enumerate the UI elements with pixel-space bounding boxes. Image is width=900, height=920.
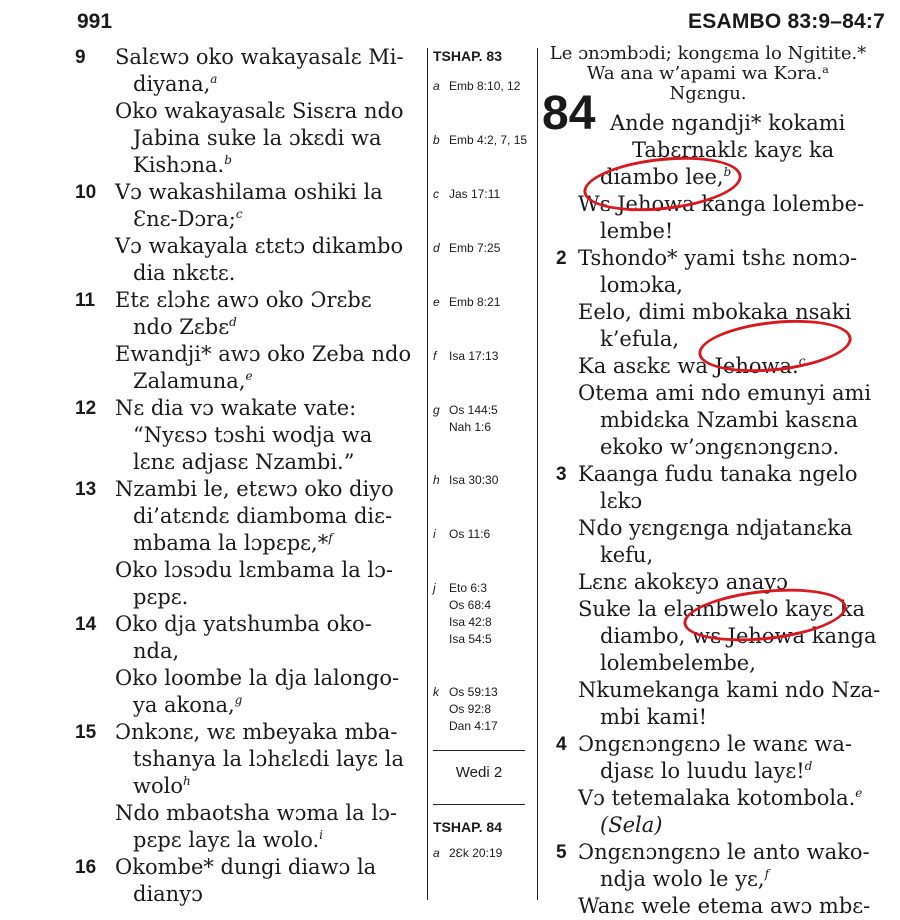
verse-line-text: Ɔnkɔnɛ, wɛ mbeyaka mba-	[115, 720, 398, 744]
verse-line	[75, 719, 420, 746]
verse-line	[548, 731, 893, 758]
verse-line-text: (Sela)	[600, 813, 663, 837]
verse-line	[548, 515, 893, 542]
verse-line-text: lembe!	[600, 219, 674, 243]
verse-line	[75, 530, 420, 557]
verse-9	[75, 44, 420, 179]
running-head: ESAMBO 83:9–84:7	[688, 10, 885, 33]
verse-line	[548, 407, 893, 434]
xref-letter: i	[433, 527, 436, 541]
footnote-marker[interactable]: e	[855, 786, 863, 800]
verse-line	[75, 206, 420, 233]
verse-line	[75, 476, 420, 503]
verse-line-text: Nkumekanga kami ndo Nza-	[578, 678, 881, 702]
verse-line-text: pɛpɛ.	[133, 585, 189, 609]
verse-line-text: Ɔngɛnɔngɛnɔ le wanɛ wa-	[578, 732, 852, 756]
cross-reference-column	[433, 48, 528, 860]
verse-10	[75, 179, 420, 287]
verse-line-text: ndja wolo le yɛ,	[600, 867, 765, 891]
verse-line-text: dia nkɛtɛ.	[133, 261, 236, 285]
verse-line-text: Okombe* dungi diawɔ la	[115, 855, 377, 879]
verse-14	[75, 611, 420, 719]
verse-line	[548, 191, 893, 218]
verse-line-text: lolembelembe,	[600, 651, 756, 675]
verse-line	[75, 449, 420, 476]
verse-line	[75, 125, 420, 152]
xref-entry-j[interactable]	[433, 580, 492, 648]
verse-line	[548, 164, 893, 191]
xref-entry-a[interactable]	[433, 845, 502, 862]
xref-letter: g	[433, 403, 440, 417]
verse-line-text: di’atɛndɛ diamboma diɛ-	[133, 504, 393, 528]
verse-line	[548, 650, 893, 677]
verse-line	[75, 395, 420, 422]
verse-line	[75, 503, 420, 530]
xref-entry-b[interactable]	[433, 132, 527, 149]
verse-line-text: diyana,	[133, 72, 211, 96]
verse-line	[75, 287, 420, 314]
verse-line	[75, 611, 420, 638]
verse-line-text: Ewandji* awɔ oko Zeba ndo	[115, 342, 412, 366]
xref-entry-g[interactable]	[433, 402, 498, 436]
xref-reference: Jas 17:11	[449, 187, 501, 201]
footnote-marker[interactable]: g	[234, 693, 243, 707]
verse-line	[548, 461, 893, 488]
verse-line-text: Vɔ tetemalaka kotombola.	[578, 786, 856, 810]
verse-line-text: mbidɛka Nzambi kasɛna	[600, 408, 858, 432]
verse-line-text: lɛnɛ adjasɛ Nzambi.”	[133, 450, 355, 474]
verse-line-text: Wɛ Jehowa kanga lolembe-	[578, 192, 865, 216]
verse-number: 15	[75, 722, 97, 743]
verse-line	[548, 758, 893, 785]
verse-line-text: Tshondo* yami tshɛ nomɔ-	[578, 246, 858, 270]
xref-reference: Nah 1:6	[449, 420, 492, 434]
psalm-superscription	[548, 44, 868, 104]
verse-line-text: Nzambi le, etɛwɔ oko diyo	[115, 477, 394, 501]
verse-number: 12	[75, 398, 97, 419]
verse-line	[548, 488, 893, 515]
xref-entry-a[interactable]	[433, 78, 520, 95]
xref-reference: Os 144:5	[449, 403, 498, 417]
verse-line	[548, 245, 893, 272]
verse-line	[548, 434, 893, 461]
verse-line-text: ndo Zɛbɛ	[133, 315, 230, 339]
verse-line	[548, 110, 893, 137]
verse-line	[75, 341, 420, 368]
verse-line	[548, 677, 893, 704]
verse-line-text: pɛpɛ layɛ la wolo.	[133, 828, 320, 852]
verse-line-text: tshanya la lɔhɛlɛdi layɛ la	[133, 747, 404, 771]
psalm-84-text	[548, 110, 893, 920]
verse-line	[75, 773, 420, 800]
xref-letter: k	[433, 685, 439, 699]
right-text-column	[542, 43, 893, 920]
verse-line	[75, 638, 420, 665]
verse-line-text: Oko dja yatshumba oko-	[115, 612, 372, 636]
verse-line	[75, 179, 420, 206]
verse-line	[548, 542, 893, 569]
xref-letter: a	[433, 846, 440, 860]
column-rule-right	[537, 48, 538, 900]
footnote-marker[interactable]: e	[245, 369, 253, 383]
footnote-marker[interactable]: a	[210, 72, 218, 86]
verse-line	[75, 692, 420, 719]
xref-letter: c	[433, 187, 439, 201]
verse-line-text: Kishɔna.	[133, 153, 225, 177]
verse-line-text: lomɔka,	[600, 273, 683, 297]
verse-number: 5	[556, 842, 567, 863]
column-rule-left	[427, 48, 428, 900]
xref-entry-c[interactable]	[433, 186, 500, 203]
verse-12	[75, 395, 420, 476]
xref-divider	[433, 804, 525, 805]
verse-number: 11	[75, 290, 96, 311]
verse-line	[548, 866, 893, 893]
verse-line	[548, 299, 893, 326]
verse-line	[548, 812, 893, 839]
xref-reference: Emb 4:2, 7, 15	[449, 133, 528, 147]
verse-line-text: “Nyɛsɔ tɔshi wodja wa	[133, 423, 373, 447]
verse-line-text: Ɛnɛ-Dɔra;	[133, 207, 236, 231]
verse-line-text: Etɛ ɛlɔhɛ awɔ oko Ɔrɛbɛ	[115, 288, 372, 312]
superscription-line: Le ɔnɔmbɔdi; kongɛma lo Ngitite.*	[549, 43, 867, 64]
verse-11	[75, 287, 420, 395]
verse-line	[548, 785, 893, 812]
verse-line-text: kefu,	[600, 543, 654, 567]
verse-line	[548, 839, 893, 866]
verse-line	[75, 827, 420, 854]
verse-line	[75, 233, 420, 260]
footnote-marker[interactable]: d	[229, 315, 237, 329]
verse-line-text: Oko loombe la dja lalongo-	[115, 666, 400, 690]
verse-line-text: Ndo yɛngɛnga ndjatanɛka	[578, 516, 853, 540]
verse-line-text: nda,	[133, 639, 180, 663]
xref-reference: Isa 42:8	[449, 615, 492, 629]
verse-line	[548, 893, 893, 920]
verse-number: 2	[556, 248, 567, 269]
verse-line	[548, 596, 893, 623]
xref-entry-e[interactable]	[433, 294, 500, 311]
xref-letter: f	[433, 349, 437, 363]
verse-line	[75, 800, 420, 827]
verse-number: 3	[556, 464, 567, 485]
xref-reference: 2Ɛk 20:19	[449, 846, 503, 860]
verse-line	[75, 71, 420, 98]
verse-13	[75, 476, 420, 611]
xref-letter: e	[433, 295, 440, 309]
verse-line-text: Lɛnɛ akokɛyɔ anayɔ	[578, 570, 788, 594]
footnote-marker[interactable]: b	[224, 153, 232, 167]
xref-reference: Emb 8:10, 12	[449, 79, 521, 93]
verse-line-text: wolo	[133, 774, 183, 798]
footnote-marker[interactable]: b	[723, 165, 732, 179]
verse-line-text: Ndo mbaotsha wɔma la lɔ-	[115, 801, 397, 825]
verse-line	[548, 569, 893, 596]
xref-entry-d[interactable]	[433, 240, 500, 257]
verse-line	[75, 368, 420, 395]
xref-letter: a	[433, 79, 440, 93]
verse-line	[548, 704, 893, 731]
verse-line	[75, 44, 420, 71]
verse-line-text: Nɛ dia vɔ wakate vate:	[115, 396, 357, 420]
verse-line-text: Oko wakayasalɛ Sisɛra ndo	[115, 99, 404, 123]
xref-chapter-83: TSHAP. 83	[433, 48, 502, 64]
verse-line-text: Zalamuna,	[133, 369, 246, 393]
verse-number: 14	[75, 614, 97, 635]
verse-line	[548, 380, 893, 407]
xref-reference: Eto 6:3	[449, 581, 488, 595]
verse-line-text: Vɔ wakayala ɛtɛtɔ dikambo	[115, 234, 404, 258]
xref-reference: Isa 54:5	[449, 632, 492, 646]
xref-letter: b	[433, 133, 440, 147]
verse-line-text: lɛkɔ	[600, 489, 643, 513]
footnote-marker[interactable]: h	[182, 774, 191, 788]
xref-reference: Os 68:4	[449, 598, 492, 612]
verse-line-text: diambo, wɛ Jehowa kanga	[600, 624, 877, 648]
verse-line-text: ekoko w’ɔngɛnɔngɛnɔ.	[600, 435, 840, 459]
verse-line	[75, 881, 420, 908]
xref-reference: Emb 8:21	[449, 295, 501, 309]
footnote-marker[interactable]: c	[235, 207, 243, 221]
verse-line-text: Otema ami ndo emunyi ami	[578, 381, 872, 405]
verse-line-text: Vɔ wakashilama oshiki la	[115, 180, 383, 204]
verse-line	[75, 314, 420, 341]
xref-entry-k[interactable]	[433, 684, 498, 735]
verse-line	[75, 584, 420, 611]
verse-line	[548, 623, 893, 650]
verse-line-text: Suke la elambwelo kayɛ ka	[578, 597, 866, 621]
verse-line-text: Ɔngɛnɔngɛnɔ le anto wako-	[578, 840, 870, 864]
xref-letter: j	[433, 581, 436, 595]
xref-reference: Os 59:13	[449, 685, 498, 699]
verse-line	[75, 665, 420, 692]
verse-line	[75, 854, 420, 881]
week-label: Wedi 2	[455, 764, 503, 781]
verse-line	[548, 218, 893, 245]
verse-line	[548, 353, 893, 380]
verse-line	[75, 260, 420, 287]
xref-entry-h[interactable]	[433, 472, 498, 489]
left-text-column	[75, 44, 420, 908]
verse-line	[75, 746, 420, 773]
xref-reference: Isa 30:30	[449, 473, 499, 487]
verse-number: 10	[75, 182, 97, 203]
xref-reference: Isa 17:13	[449, 349, 499, 363]
footnote-marker[interactable]: i	[319, 828, 324, 842]
xref-entry-i[interactable]	[433, 526, 490, 543]
verse-line-text: djasɛ lo luudu layɛ!	[600, 759, 805, 783]
verse-15	[75, 719, 420, 854]
verse-line-text: diambo lee,	[600, 165, 724, 189]
verse-line	[548, 326, 893, 353]
verse-line-text: Jabina suke la ɔkɛdi wa	[133, 126, 382, 150]
verse-line-text: Ande ngandji* kokami	[610, 111, 846, 135]
verse-line	[548, 137, 893, 164]
footnote-marker[interactable]: f	[764, 867, 770, 881]
footnote-marker[interactable]: f	[328, 531, 333, 545]
page-header	[0, 8, 900, 38]
verse-line	[75, 557, 420, 584]
verse-line-text: Wanɛ wele etema awɔ mbɛ-	[578, 894, 871, 918]
verse-line-text: ya akona,	[133, 693, 235, 717]
verse-line-text: mbama la lɔpɛpɛ,*	[133, 531, 329, 555]
page-number: 991	[77, 10, 113, 33]
verse-line-text: Ka asɛkɛ wa Jehowa.	[578, 354, 799, 378]
xref-reference: Emb 7:25	[449, 241, 501, 255]
xref-chapter-84: TSHAP. 84	[433, 819, 502, 835]
verse-line	[75, 98, 420, 125]
verse-number: 4	[556, 734, 567, 755]
verse-line-text: Tabɛrnaklɛ kayɛ ka	[632, 138, 835, 162]
verse-line	[75, 422, 420, 449]
verse-line-text: Kaanga fudu tanaka ngelo	[578, 462, 858, 486]
xref-divider	[433, 750, 525, 751]
verse-line	[548, 272, 893, 299]
xref-letter: h	[433, 473, 440, 487]
xref-entry-f[interactable]	[433, 348, 498, 365]
chapter-number: 84	[542, 87, 596, 140]
verse-line-text: Salɛwɔ oko wakayasalɛ Mi-	[115, 45, 404, 69]
verse-line-text: mbi kami!	[600, 705, 708, 729]
xref-reference: Dan 4:17	[449, 719, 498, 733]
verse-line-text: Oko lɔsɔdu lɛmbama la lɔ-	[115, 558, 393, 582]
verse-line	[75, 152, 420, 179]
verse-line-text: Eelo, dimi mbokaka nsaki	[578, 300, 852, 324]
xref-reference: Os 92:8	[449, 702, 492, 716]
footnote-marker[interactable]: c	[798, 354, 806, 368]
verse-line-text: dianyɔ	[133, 882, 203, 906]
verse-number: 13	[75, 479, 97, 500]
superscription-line: Wa ana w’apami wa Kɔra.ᵃ Ngɛngu.	[586, 63, 830, 104]
xref-reference: Os 11:6	[449, 527, 491, 541]
verse-number: 9	[75, 47, 86, 68]
verse-number: 16	[75, 857, 97, 878]
verse-line-text: k’efula,	[600, 327, 680, 351]
footnote-marker[interactable]: d	[804, 759, 813, 773]
xref-letter: d	[433, 241, 440, 255]
